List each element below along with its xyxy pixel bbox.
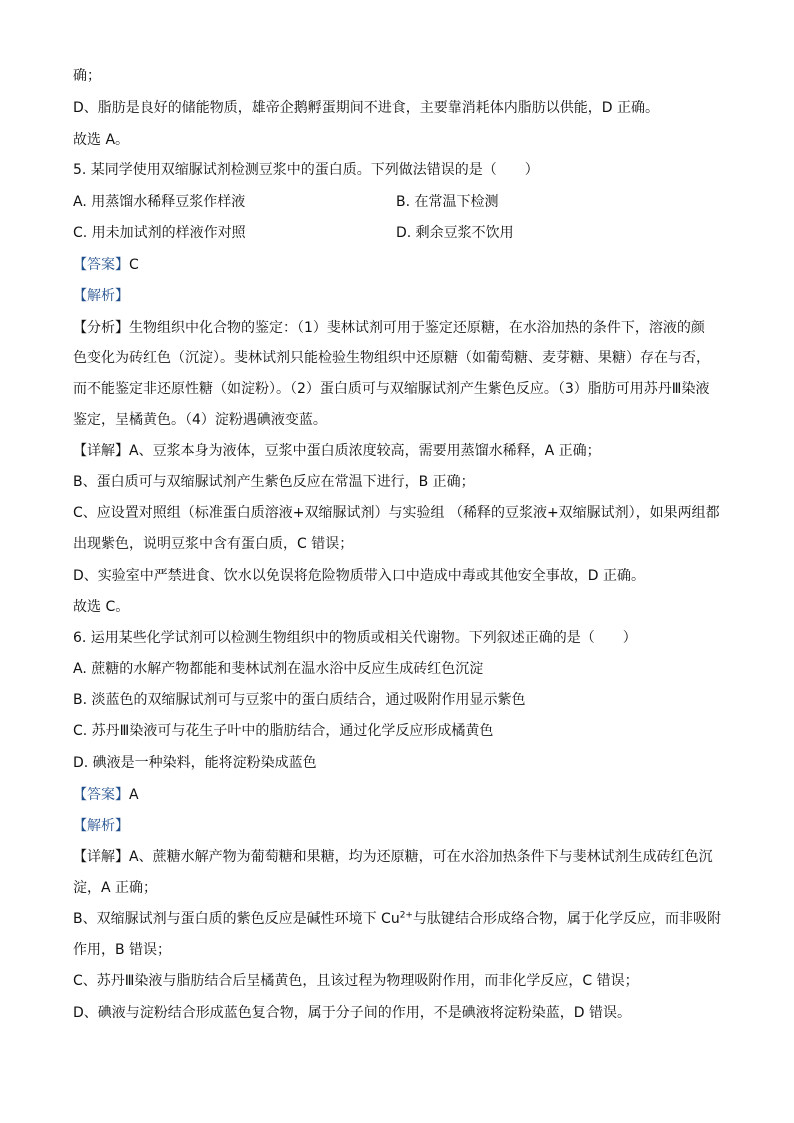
question-5-stem: 5. 某同学使用双缩脲试剂检测豆浆中的蛋白质。下列做法错误的是（ ） bbox=[73, 162, 539, 178]
fenxi-text: 生物组织中化合物的鉴定：（1）斐林试剂可用于鉴定还原糖，在水浴加热的条件下，溶液的颜 bbox=[129, 320, 705, 336]
text-line: 而不能鉴定非还原性糖（如淀粉）。（2）蛋白质可与双缩脲试剂产生紫色反应。（3）脂肪可用苏丹Ⅲ染液 bbox=[73, 381, 710, 397]
question-6-xiangjie bbox=[73, 847, 713, 867]
analysis-tag: 【解析】 bbox=[73, 818, 129, 834]
text-line: 故选 C。 bbox=[73, 599, 130, 615]
text-span: B、双缩脲试剂与蛋白质的紫色反应是碱性环境下 Cu bbox=[73, 911, 400, 927]
question-6-option-a: A. 蔗糖的水解产物都能和斐林试剂在温水浴中反应生成砖红色沉淀 bbox=[73, 661, 484, 677]
text-line: D、碘液与淀粉结合形成蓝色复合物，属于分子间的作用，不是碘液将淀粉染蓝，D 错误。 bbox=[73, 1005, 632, 1021]
question-6-option-b: B. 淡蓝色的双缩脲试剂可与豆浆中的蛋白质结合，通过吸附作用显示紫色 bbox=[73, 692, 526, 708]
superscript: 2+ bbox=[399, 910, 413, 921]
question-6-answer bbox=[73, 785, 139, 805]
text-line: C、应设置对照组（标准蛋白质溶液+双缩脲试剂）与实验组 （稀释的豆浆液+双缩脲试剂），如果两组都 bbox=[73, 505, 720, 521]
text-line: 出现紫色，说明豆浆中含有蛋白质，C 错误； bbox=[73, 536, 354, 552]
fenxi-tag: 【分析】 bbox=[73, 320, 129, 336]
text-line: 作用，B 错误； bbox=[73, 942, 172, 958]
text-line: D、实验室中严禁进食、饮水以免误将危险物质带入口中造成中毒或其他安全事故，D 正确。 bbox=[73, 568, 646, 584]
question-5-fenxi bbox=[73, 318, 705, 338]
xiangjie-tag: 【详解】 bbox=[73, 849, 129, 865]
answer-tag: 【答案】 bbox=[73, 257, 129, 273]
question-5-option-a: A. 用蒸馏水稀释豆浆作样液 bbox=[73, 194, 246, 210]
question-6-stem: 6. 运用某些化学试剂可以检测生物组织中的物质或相关代谢物。下列叙述正确的是（ ） bbox=[73, 630, 637, 646]
text-line: 故选 A。 bbox=[73, 132, 130, 148]
question-5-option-d: D. 剩余豆浆不饮用 bbox=[396, 225, 514, 241]
question-5-answer bbox=[73, 255, 139, 275]
text-line: B、蛋白质可与双缩脲试剂产生紫色反应在常温下进行，B 正确； bbox=[73, 474, 475, 490]
xiangjie-text: A、蔗糖水解产物为葡萄糖和果糖，均为还原糖，可在水浴加热条件下与斐林试剂生成砖红色沉 bbox=[129, 849, 713, 865]
text-line: 色变化为砖红色（沉淀）。斐林试剂只能检验生物组织中还原糖（如葡萄糖、麦芽糖、果糖）存在与否， bbox=[73, 350, 710, 366]
question-5-option-c: C. 用未加试剂的样液作对照 bbox=[73, 225, 246, 241]
answer-value: C bbox=[129, 257, 139, 273]
question-6-option-d: D. 碘液是一种染料，能将淀粉染成蓝色 bbox=[73, 755, 317, 771]
analysis-tag: 【解析】 bbox=[73, 288, 129, 304]
text-line bbox=[73, 909, 721, 929]
answer-tag: 【答案】 bbox=[73, 787, 129, 803]
text-line: 鉴定，呈橘黄色。（4）淀粉遇碘液变蓝。 bbox=[73, 412, 327, 428]
answer-value: A bbox=[129, 787, 139, 803]
question-5-option-b: B. 在常温下检测 bbox=[396, 194, 499, 210]
question-6-option-c: C. 苏丹Ⅲ染液可与花生子叶中的脂肪结合，通过化学反应形成橘黄色 bbox=[73, 723, 494, 739]
text-line: 确； bbox=[73, 68, 101, 84]
xiangjie-tag: 【详解】 bbox=[73, 443, 129, 459]
text-line: C、苏丹Ⅲ染液与脂肪结合后呈橘黄色，且该过程为物理吸附作用，而非化学反应，C 错误； bbox=[73, 973, 639, 989]
text-line: D、脂肪是良好的储能物质，雄帝企鹅孵蛋期间不进食，主要靠消耗体内脂肪以供能，D 正确。 bbox=[73, 100, 660, 116]
question-5-xiangjie bbox=[73, 441, 601, 461]
xiangjie-text: A、豆浆本身为液体，豆浆中蛋白质浓度较高，需要用蒸馏水稀释，A 正确； bbox=[129, 443, 601, 459]
text-span: 与肽键结合形成络合物，属于化学反应，而非吸附 bbox=[412, 911, 721, 927]
text-line: 淀，A 正确； bbox=[73, 880, 158, 896]
